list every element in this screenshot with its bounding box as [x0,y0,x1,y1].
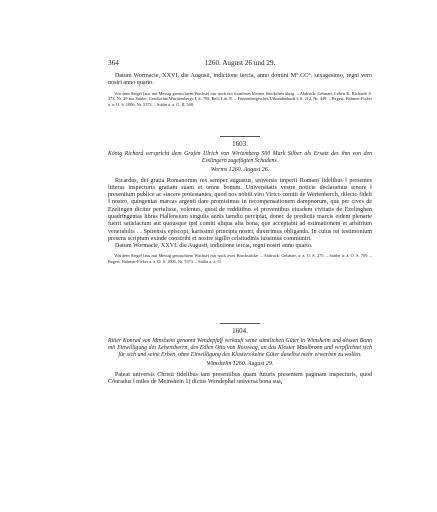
divider [220,136,260,137]
datum-line: Datum Wormacie, XXVI. die Augusti, indictione tercia, anno domini M°.CC°. sexagesimo, regni vero nostri anno quarto. [108,73,372,87]
place-date: Wimsheim 1260. August 29. [206,361,274,367]
datum-line: Datum Wormacie, XXVI. die Augusti, indictione tercia, regni nostri anno quarto. [115,243,313,250]
document-number: 1604. [232,327,248,335]
previous-document-end [108,73,372,108]
document-title: König Richard verspricht dem Grafen Ulrich von Wirtemberg 500 Mark Silber als Ersatz des ihm von den Esslingern zugefügten Schadens. [108,151,372,164]
document-title: Ritter Konrad von Minsheim genannt Wendepfaff verkauft seine sämtlichen Güter in Wimsheim und dessen Bann mit Einwilligung des Lehensherrn, des Edlen Otto von Rosswag, an das Kloster Maulbronn und verpflichtet sich für sich und seine Erben, ohne Einwilligung des Klosters keine Güter daselbst mehr erwerben zu wollen. [108,338,372,358]
divider [220,323,260,324]
document-body: Pateat universis Christi fidelibus tam presentibus quam futuris presentem paginam inspecturis, quod Cŏnradus ‖ miles de Meinshein 1) dictus Wendephaf universa bona sua, [108,371,372,385]
seal-note: Von dem Siegel (aus mit Messig gemischtem Wachse) nur noch ein formloses kleines Stückchen übrig. – Abdruck: Gebauer, Leben K. Richards S. 373, Nr. 29 aus Sattler, Geschichte Württembergs I, S. 708, Beil. Litt. E. – Fürstenbergisches Urkundenbuch I, S. 212, Nr. 449. – Regest: Böhmer-Ficker a. a. O. S. 1006, Nr. 5372. – Stälin a. a. O. II, 500. [108,90,372,107]
document-1603 [108,151,372,265]
place-date: Worms 1260. August 26. [210,167,270,173]
seal-note: Von dem Siegel (aus mit Messig gemischtem Wachse) nur noch zwei Bruchstücke. – Abdruck: Gebauer, a. a. O. S. 275. – Sattler a. a. O. S. 709. – Regest: Böhmer-Ficker a. a. O. S. 1006, Nr. 5373. – Stälin a. a. O. [108,253,372,265]
page-number: 364 [108,59,119,67]
document-body: Ricardus, dei gratia Romanorum rex semper augustus, universis imperii Romani fidelibus ‖ presentes litteras inspecturis gratiam suam et omne bonum. Universitatis vestre noticie declaramus tenore ‖ presentium publice ac sincere protestantes, quod nos nobili viro Virico comiti de Wertenberch, dilecto fideli ‖ nostro, quingentas marcas argenti dare promisimus in recompensationem dampnorum, que per cives de Ezelingen dicitur pertulisse, volentes, quod de redditibus et proventibus eiusdem civitatis de Ezelinghen quadringentas libras Hallensium singulis annis tamdiu percipiat, donec de predictis marcis eidem plenarie fuerit satisfactum aut quousque ipsi comiti aliqua alia bona, que acceptabit ad estimationem et arbitrium venerabilis . . Spirensis episcopi, karissimi principis nostri, duxerimus obliganda. In cuius rei testimonium presens scriptum exinde conscribi et nostre sigillo celsitudinis iussimus communiri. [108,177,372,242]
document-1604 [108,338,372,386]
running-title: 1260. August 26 und 29. [204,59,276,67]
document-number: 1603. [232,140,248,148]
